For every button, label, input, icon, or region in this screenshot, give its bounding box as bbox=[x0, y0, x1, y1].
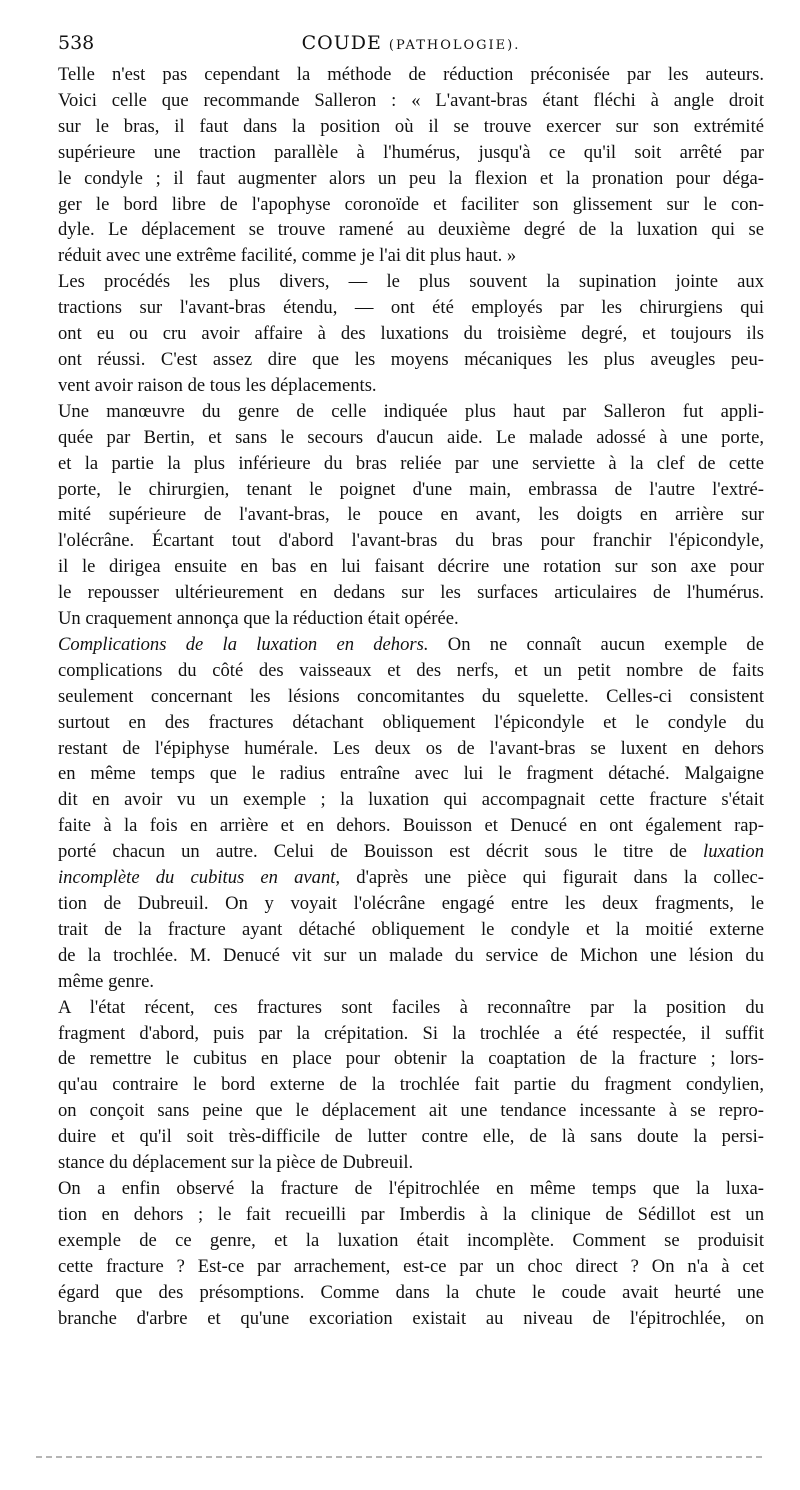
running-title-main: COUDE bbox=[301, 32, 382, 54]
text-line: réduit avec une extrême facilité, comme je l'ai dit plus haut. » bbox=[58, 245, 517, 267]
text-line bbox=[58, 632, 764, 658]
text-line: fragment d'abord, puis par la crépitation. Si la trochlée a été respectée, il suffit bbox=[58, 1022, 764, 1044]
text-line: complications du côté des vaisseaux et des nerfs, et un petit nombre de faits bbox=[58, 659, 764, 681]
text-line: Un craquement annonça que la réduction était opérée. bbox=[58, 608, 459, 630]
text-line: tion de Dubreuil. On y voyait l'olécrâne engagé entre les deux fragments, le bbox=[58, 893, 764, 914]
text-line: branche d'arbre et qu'une excoriation existait au niveau de l'épitrochlée, on bbox=[58, 1307, 764, 1329]
text-line: de remettre le cubitus en place pour obtenir la coaptation de la fracture ; lors- bbox=[58, 1048, 764, 1070]
text-line: restant de l'épiphyse humérale. Les deux os de l'avant-bras se luxent en dehors bbox=[58, 737, 764, 759]
text-line: Voici celle que recommande Salleron : « L'avant-bras étant fléchi à angle droit bbox=[58, 89, 764, 111]
text-line: stance du déplacement sur la pièce de Dubreuil. bbox=[58, 1152, 414, 1174]
running-title bbox=[58, 28, 764, 61]
running-title-sub: (PATHOLOGIE). bbox=[388, 38, 521, 53]
text-line: on conçoit sans peine que le déplacement ait une tendance incessante à se repro- bbox=[58, 1100, 764, 1122]
text-line: duire et qu'il soit très-difficile de lutter contre elle, de là sans doute la persi- bbox=[58, 1126, 764, 1148]
text-line: Telle n'est pas cependant la méthode de réduction préconisée par les auteurs. bbox=[58, 64, 764, 85]
body-text bbox=[58, 62, 764, 1331]
text-line: il le dirigea ensuite en bas en lui faisant décrire une rotation sur son axe pour bbox=[58, 556, 764, 578]
text-line: supérieure une traction parallèle à l'humérus, jusqu'à ce qu'il soit arrêté par bbox=[58, 141, 764, 163]
page-bottom-rule bbox=[36, 1456, 762, 1458]
text-line: porte, le chirurgien, tenant le poignet d'une main, embrassa de l'autre l'extré- bbox=[58, 478, 764, 500]
text-line: qu'au contraire le bord externe de la trochlée fait partie du fragment condylien, bbox=[58, 1074, 764, 1096]
text-line: faite à la fois en arrière et en dehors. Bouisson et Denucé en ont également rap- bbox=[58, 815, 764, 837]
paragraph bbox=[58, 995, 764, 1176]
document-page bbox=[58, 28, 764, 1331]
text-line bbox=[58, 839, 764, 865]
text-line: Les procédés les plus divers, — le plus souvent la supination jointe aux bbox=[58, 271, 764, 293]
text-line: dit en avoir vu un exemple ; la luxation qui accompagnait cette fracture s'était bbox=[58, 789, 764, 811]
page-number: 538 bbox=[58, 32, 95, 54]
running-head bbox=[58, 28, 764, 58]
text-line: dyle. Le déplacement se trouve ramené au deuxième degré de la luxation qui se bbox=[58, 219, 764, 241]
text-line: exemple de ce genre, et la luxation était incomplète. Comment se produisit bbox=[58, 1229, 764, 1251]
text-line: quée par Bertin, et sans le secours d'aucun aide. Le malade adossé à une porte, bbox=[58, 426, 764, 448]
paragraph bbox=[58, 399, 764, 632]
paragraph bbox=[58, 1176, 764, 1331]
text-fragment: On ne connaît aucun exemple de bbox=[428, 633, 764, 655]
paragraph bbox=[58, 62, 764, 269]
text-line: cette fracture ? Est-ce par arrachement, est-ce par un choc direct ? On n'a à cet bbox=[58, 1255, 764, 1277]
text-line: égard que des présomptions. Comme dans la chute le coude avait heurté une bbox=[58, 1281, 764, 1303]
text-line: de la trochlée. M. Denucé vit sur un malade du service de Michon une lésion du bbox=[58, 944, 764, 966]
paragraph bbox=[58, 632, 764, 995]
text-line: mité supérieure de l'avant-bras, le pouce en avant, les doigts en arrière sur bbox=[58, 504, 764, 526]
text-line: ger le bord libre de l'apophyse coronoïde et faciliter son glissement sur le con- bbox=[58, 193, 764, 215]
italic-term: luxation bbox=[703, 841, 764, 863]
text-line: Une manœuvre du genre de celle indiquée plus haut par Salleron fut appli- bbox=[58, 400, 764, 422]
text-line: surtout en des fractures détachant obliquement l'épicondyle et le condyle du bbox=[58, 711, 764, 733]
text-fragment: porté chacun un autre. Celui de Bouisson est décrit sous le titre de bbox=[58, 841, 687, 863]
italic-term: incomplète du cubitus en avant, bbox=[58, 867, 341, 889]
text-line: tion en dehors ; le fait recueilli par Imberdis à la clinique de Sédillot est un bbox=[58, 1203, 764, 1225]
text-line: le repousser ultérieurement en dedans sur les surfaces articulaires de l'humérus. bbox=[58, 582, 764, 604]
text-line: en même temps que le radius entraîne avec lui le fragment détaché. Malgaigne bbox=[58, 763, 764, 785]
text-line: tractions sur l'avant-bras étendu, — ont été employés par les chirurgiens qui bbox=[58, 297, 764, 319]
text-line: ont réussi. C'est assez dire que les moyens mécaniques les plus aveugles peu- bbox=[58, 348, 764, 370]
text-line: sur le bras, il faut dans la position où il se trouve exercer sur son extrémité bbox=[58, 115, 764, 137]
text-line: On a enfin observé la fracture de l'épitrochlée en même temps que la luxa- bbox=[58, 1177, 764, 1199]
text-line: le condyle ; il faut augmenter alors un peu la flexion et la pronation pour déga- bbox=[58, 167, 764, 189]
section-heading: Complications de la luxation en dehors. bbox=[58, 633, 429, 655]
text-fragment: d'après une pièce qui figurait dans la collec- bbox=[340, 867, 765, 889]
text-line bbox=[58, 865, 764, 891]
text-line: trait de la fracture ayant détaché obliquement le condyle et la moitié externe bbox=[58, 918, 764, 940]
text-line: seulement concernant les lésions concomitantes du squelette. Celles-ci consistent bbox=[58, 685, 764, 707]
text-line: l'olécrâne. Écartant tout d'abord l'avant-bras du bras pour franchir l'épicondyle, bbox=[58, 530, 764, 552]
text-line: ont eu ou cru avoir affaire à des luxations du troisième degré, et toujours ils bbox=[58, 323, 764, 345]
text-line: A l'état récent, ces fractures sont faciles à reconnaître par la position du bbox=[58, 996, 764, 1018]
text-line: vent avoir raison de tous les déplacements. bbox=[58, 374, 377, 396]
paragraph bbox=[58, 269, 764, 399]
text-line: même genre. bbox=[58, 970, 155, 992]
text-line: et la partie la plus inférieure du bras reliée par une serviette à la clef de cette bbox=[58, 452, 764, 474]
